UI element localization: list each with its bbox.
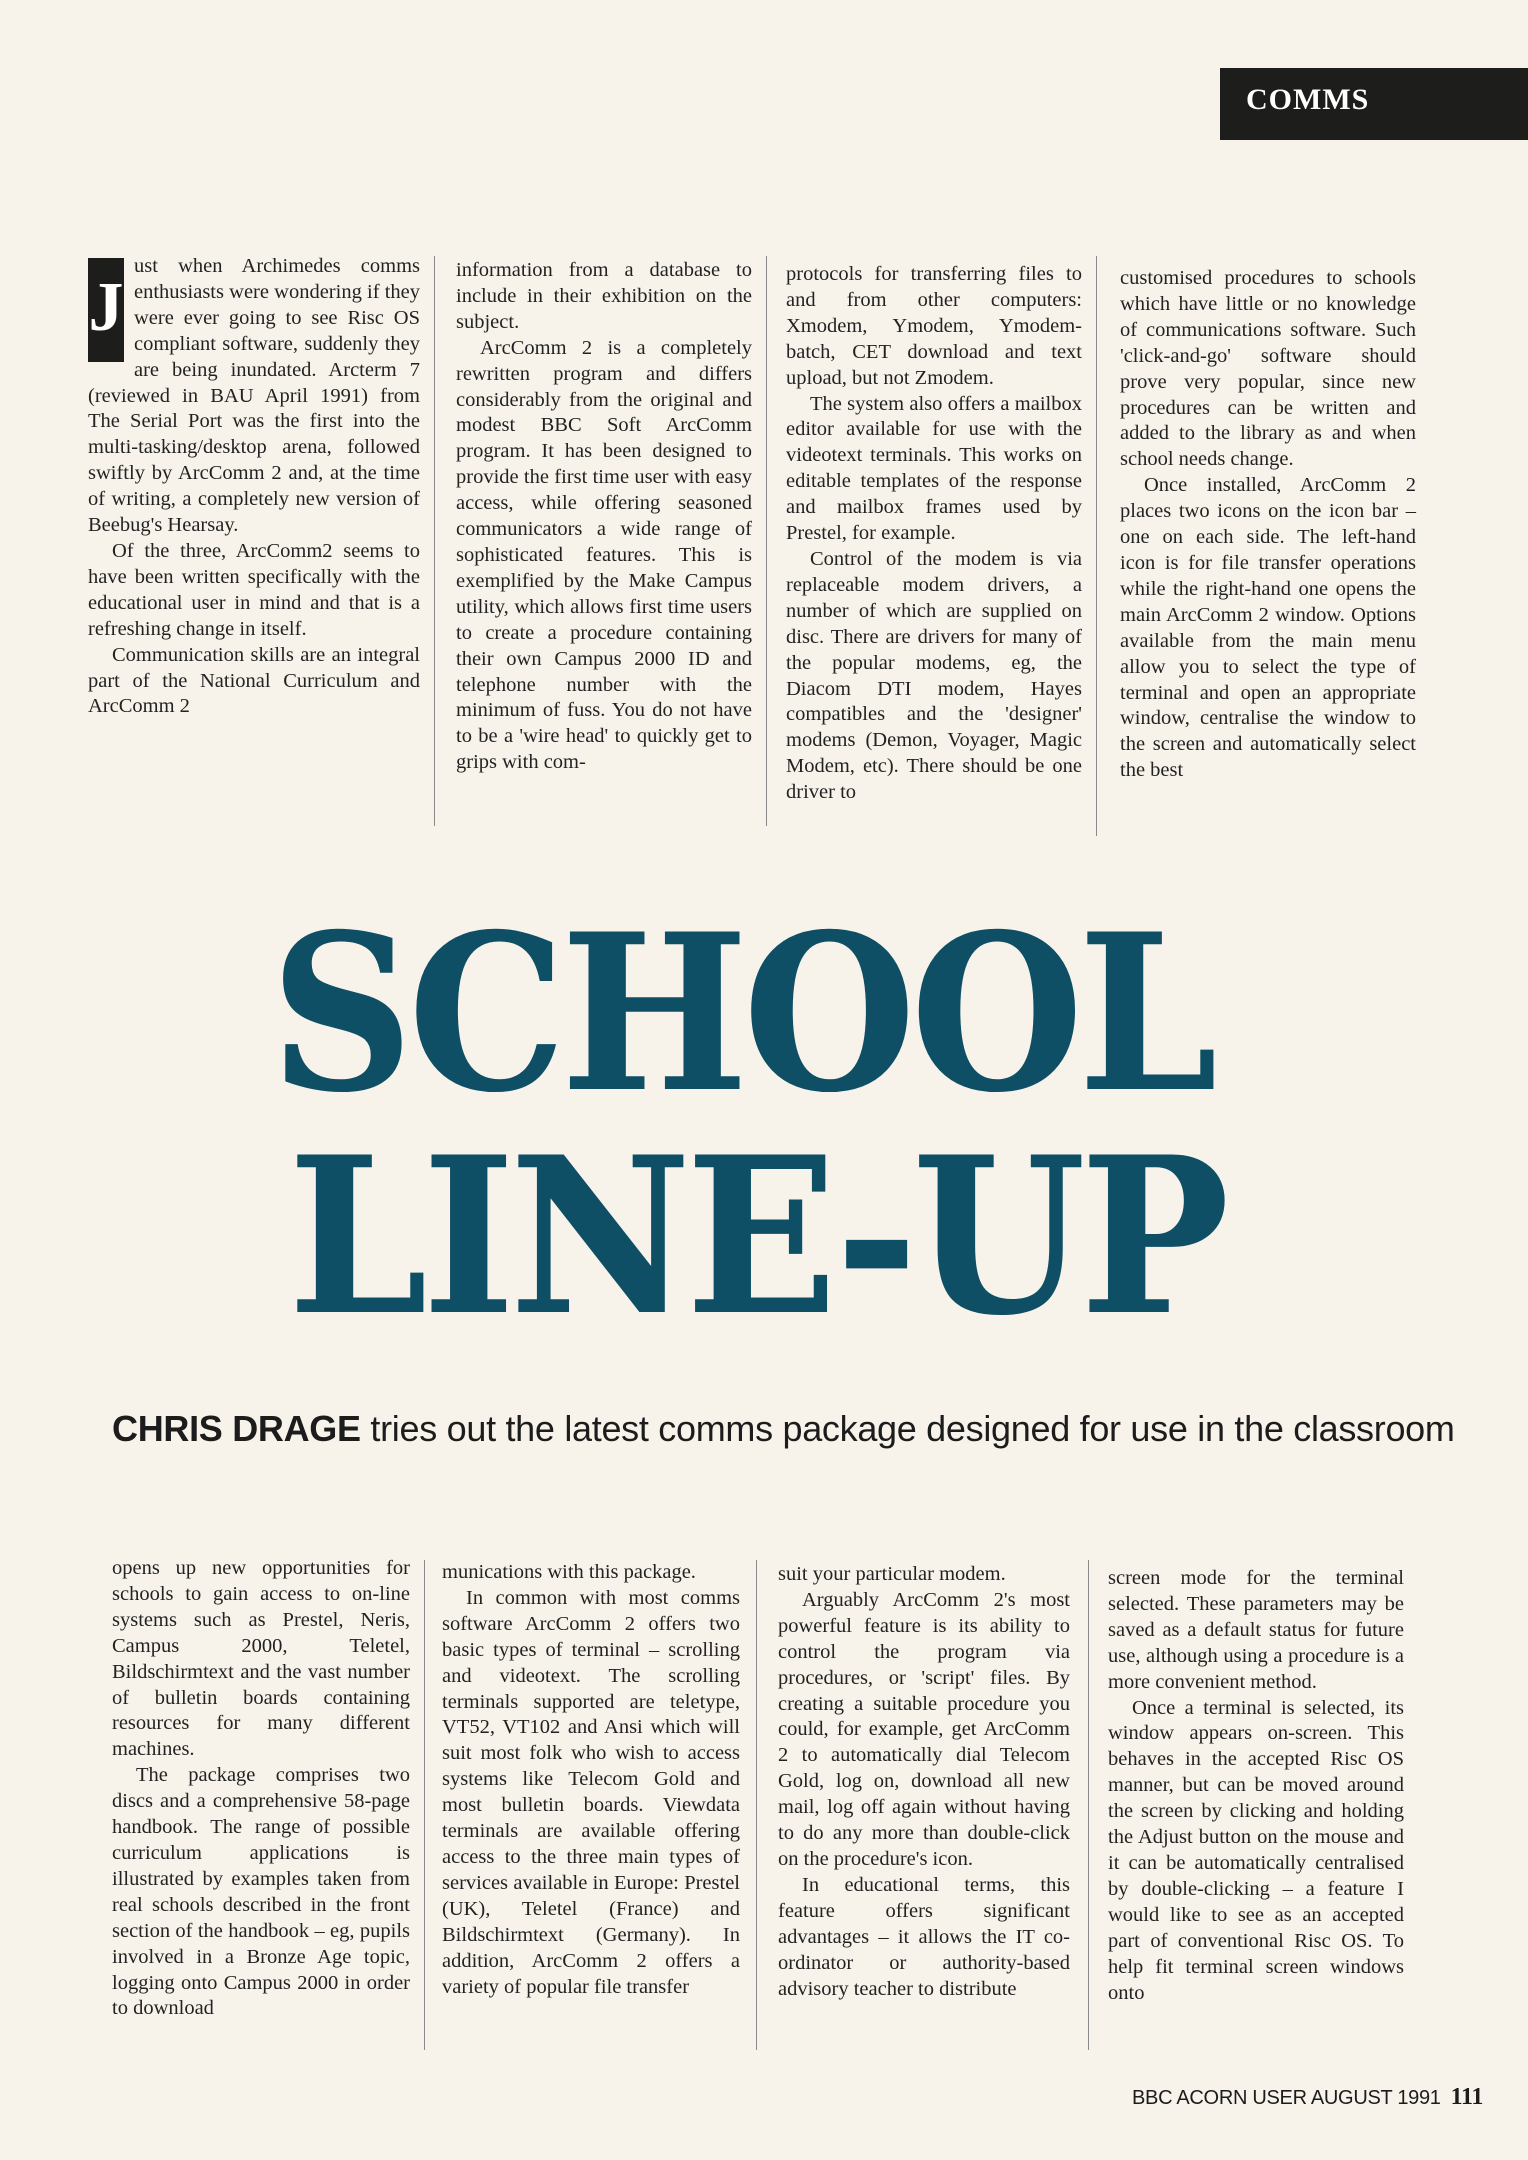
section-tab-label: COMMS (1246, 83, 1370, 116)
drop-cap: J (88, 258, 124, 362)
column-rule (1088, 1560, 1089, 2050)
magazine-issue: BBC ACORN USER AUGUST 1991 (1132, 2087, 1441, 2109)
bottom-column-2 (442, 1560, 740, 2000)
column-rule (424, 1560, 425, 2050)
column-rule (434, 256, 435, 826)
paragraph: screen mode for the terminal selected. These parameters may be saved as a default status for future use, although using a procedure is a more convenient method. (1108, 1567, 1404, 1693)
paragraph: Control of the modem is via replaceable modem drivers, a number of which are supplied on disc. There are drivers for many of the popular modems, eg, the Diacom DTI modem, Hayes compatibles and the 'designer' modems (Demon, Voyager, Magic Modem, etc). There should be one driver to (786, 547, 1082, 804)
paragraph: In educational terms, this feature offers significant advantages – it allows the IT co-ordinator or authority-based advisory teacher to distribute (778, 1873, 1070, 2000)
paragraph: suit your particular modem. (778, 1563, 1006, 1585)
paragraph: Communication skills are an integral part of the National Curriculum and ArcComm 2 (88, 643, 420, 718)
paragraph: Once installed, ArcComm 2 places two icons on the icon bar – one on each side. The left-hand icon is for file transfer operations while the right-hand one opens the main ArcComm 2 window. Options available from the main menu allow you to select the type of terminal and open an appropriate window, centralise the window to the screen and automatically select the best (1120, 474, 1416, 782)
paragraph: information from a database to include in their exhibition on the subject. (456, 259, 752, 333)
paragraph: Of the three, ArcComm2 seems to have been written specifically with the educational user in mind and that is a refreshing change in itself. (88, 539, 420, 640)
bottom-column-4 (1108, 1566, 1404, 2006)
page-number: 111 (1450, 2084, 1484, 2110)
paragraph: customised procedures to schools which have little or no knowledge of communications software. Such 'click-and-go' software should prove very popular, since new procedures can be written and added to the library as and when school needs change. (1120, 267, 1416, 471)
paragraph: munications with this package. (442, 1561, 696, 1583)
top-column-1 (88, 254, 420, 720)
top-column-2 (456, 258, 752, 776)
paragraph: Once a terminal is selected, its window appears on-screen. This behaves in the accepted Risc OS manner, but can be moved around the screen by clicking and holding the Adjust button on the mouse and it can be automatically centralised by double-clicking – a feature I would like to see as an accepted part of conventional Risc OS. To help fit terminal screen windows onto (1108, 1696, 1404, 2004)
paragraph: opens up new opportunities for schools to gain access to on-line systems such as Prestel, Neris, Campus 2000, Teletel, Bildschirmtext and the vast number of bulletin boards containing resources for many different machines. (112, 1557, 410, 1761)
column-rule (756, 1560, 757, 2050)
bottom-column-3 (778, 1562, 1070, 2002)
page-footer (1132, 2084, 1483, 2111)
headline-line-1: SCHOOL (270, 886, 1213, 1140)
headline-line-2: LINE-UP (288, 1109, 1225, 1363)
paragraph: The system also offers a mailbox editor available for use with the videotext terminals. This works on editable templates of the response and mailbox frames used by Prestel, for example. (786, 392, 1082, 545)
paragraph: protocols for transferring files to and from other computers: Xmodem, Ymodem, Ymodem-batch, CET download and text upload, but not Zmodem. (786, 263, 1082, 389)
paragraph: Arguably ArcComm 2's most powerful feature is its ability to control the program via procedures, or 'script' files. By creating a suitable procedure you could, for example, get ArcComm 2 to automatically dial Telecom Gold, log on, download all new mail, log off again without having to do any more than double-click on the procedure's icon. (778, 1588, 1070, 1870)
standfirst (112, 1408, 1455, 1450)
paragraph: ust when Archimedes comms enthusiasts were wondering if they were ever going to see Risc OS compliant software, suddenly they are being inundated. Arcterm 7 (reviewed in BAU April 1991) from The Serial Port was the first into the multi-tasking/desktop arena, followed swiftly by ArcComm 2 and, at the time of writing, a completely new version of Beebug's Hearsay. (88, 255, 420, 537)
author-name: CHRIS DRAGE (112, 1408, 361, 1449)
top-column-3 (786, 262, 1082, 806)
paragraph: The package comprises two discs and a comprehensive 58-page handbook. The range of possible curriculum applications is illustrated by examples taken from real schools described in the front section of the handbook – eg, pupils involved in a Bronze Age topic, logging onto Campus 2000 in order to download (112, 1764, 410, 2020)
column-rule (766, 256, 767, 826)
bottom-column-1 (112, 1556, 410, 2022)
section-tab (1220, 68, 1528, 140)
standfirst-text: tries out the latest comms package designed for use in the classroom (360, 1408, 1455, 1449)
paragraph: In common with most comms software ArcComm 2 offers two basic types of terminal – scrolling and videotext. The scrolling terminals supported are teletype, VT52, VT102 and Ansi which will suit most folk who wish to access systems like Telecom Gold and most bulletin boards. Viewdata terminals are available offering access to the three main types of services available in Europe: Prestel (UK), Teletel (France) and Bildschirmtext (Germany). In addition, ArcComm 2 offers a variety of popular file transfer (442, 1586, 740, 1998)
column-rule (1096, 256, 1097, 836)
paragraph: ArcComm 2 is a completely rewritten program and differs considerably from the original and modest BBC Soft ArcComm program. It has been designed to provide the first time user with easy access, while offering seasoned communicators a wide range of sophisticated features. This is exemplified by the Make Campus utility, which allows first time users to create a procedure containing their own Campus 2000 ID and telephone number with the minimum of fuss. You do not have to be a 'wire head' to quickly get to grips with com- (456, 336, 752, 774)
top-column-4 (1120, 266, 1416, 784)
